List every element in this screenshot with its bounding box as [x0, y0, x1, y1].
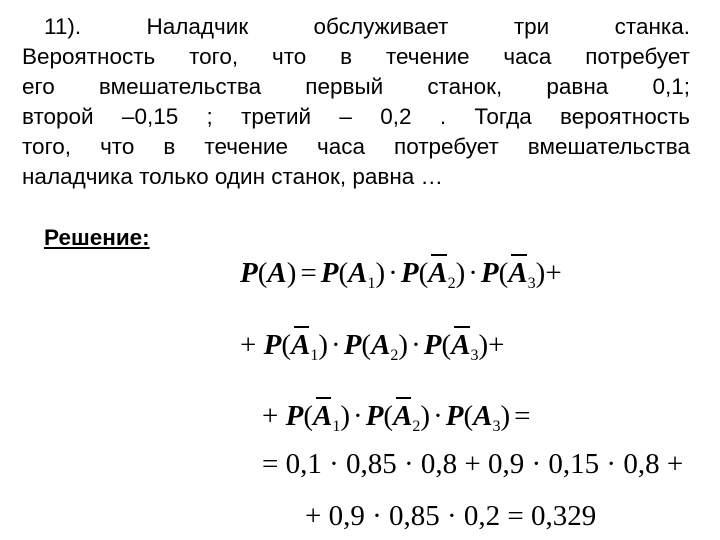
problem-line: Вероятность того, что в течение часа потребует	[22, 44, 690, 69]
problem-line: того, что в течение часа потребует вмешательства	[22, 134, 690, 159]
problem-text	[22, 12, 690, 192]
formula-line-2: + $P(A_1) \cdot P(A_2) \cdot P(A_3)+$	[240, 329, 505, 364]
problem-line: 11). Наладчик обслуживает три станка.	[44, 14, 690, 39]
problem-line: наладчика только один станок, равна …	[22, 164, 444, 189]
problem-line: его вмешательства первый станок, равна 0,1;	[22, 74, 690, 99]
formula-line-3: + $P(A_1) \cdot P(A_2) \cdot P(A_3)$ =	[262, 400, 531, 435]
solution-label: Решение:	[44, 225, 150, 250]
formula-numeric-line-1: = 0,1 · 0,85 · 0,8 + 0,9 · 0,15 · 0,8 +	[262, 448, 684, 480]
formula-numeric-line-2: + 0,9 · 0,85 · 0,2 = 0,329	[305, 500, 597, 532]
formula-line-1: $P(A) = P(A_1) \cdot P(A_2) \cdot P(A_3)+$	[240, 257, 562, 292]
problem-line: второй –0,15 ; третий – 0,2 . Тогда вероятность	[22, 104, 690, 129]
